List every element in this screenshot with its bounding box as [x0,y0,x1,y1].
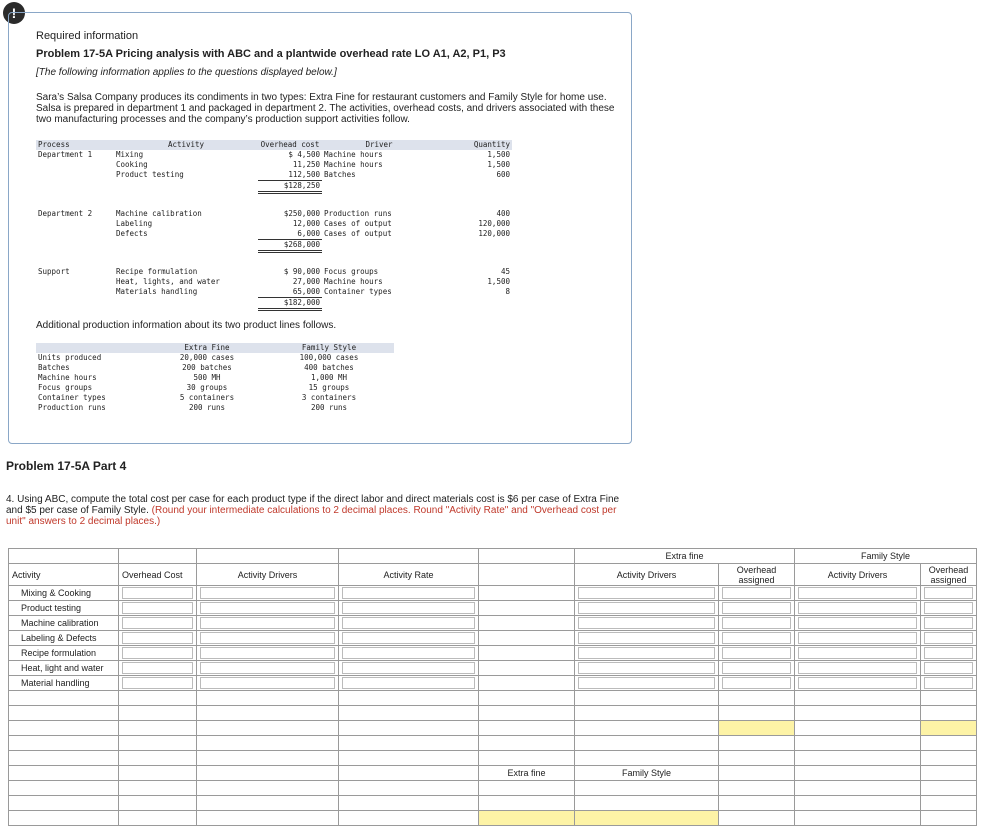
extra-driver-input[interactable] [575,646,719,661]
cost-per-case-extra-input[interactable] [479,811,575,826]
cost-cell: $250,000 [283,208,320,218]
col-activity: Activity [9,564,119,586]
answer-row [9,586,977,601]
extra-driver-input[interactable] [575,616,719,631]
part-title: Problem 17-5A Part 4 [6,459,127,473]
activity-cell: Machine calibration [116,208,202,218]
col-overhead-cost: Overhead cost [258,140,322,150]
col-quantity: Quantity [436,140,512,150]
col-activity-rate: Activity Rate [339,564,479,586]
intro-paragraph: Sara’s Salsa Company produces its condiments in two types: Extra Fine for restaurant customers and Family Style for home use. Salsa is prepared in department 1 and packaged in department 2. The activities, overhead costs, and drivers associated with these two manufacturing processes and the company’s production support activities follow. [36,92,615,125]
activity-driver-input[interactable] [197,601,339,616]
table-row [36,383,394,393]
quantity-cell: 1,500 [487,160,510,169]
process-cell: Department 2 [38,208,93,218]
family-driver-input[interactable] [795,616,921,631]
rounding-instruction: (Round your intermediate calculations to 2 decimal places. Round "Activity Rate" and "Overhead cost per unit" answers to 2 decimal places.) [6,505,617,527]
answer-extra-row [9,706,977,721]
extra-driver-input[interactable] [575,586,719,601]
extra-overhead-input[interactable] [719,616,795,631]
total-row [36,181,512,193]
family-driver-input[interactable] [795,661,921,676]
total-cell: $268,000 [258,239,322,251]
quantity-cell: 45 [500,267,510,276]
activity-rate-input[interactable] [339,676,479,691]
answer-row [9,661,977,676]
cost-cell: 12,000 [292,218,320,228]
table-row [36,363,394,373]
product-info-table [36,343,394,413]
cost-cell: 11,250 [292,160,320,169]
activity-rate-input[interactable] [339,661,479,676]
answer-row [9,616,977,631]
family-overhead-input-field[interactable] [924,662,973,674]
cost-cell: 27,000 [292,277,320,286]
extra-cell: 5 containers [179,393,235,402]
answer-row-label: Mixing & Cooking [9,586,119,601]
activity-driver-input[interactable] [197,646,339,661]
overhead-cost-input[interactable] [119,646,197,661]
answer-table [8,548,977,826]
activity-driver-input-field[interactable] [200,617,335,629]
answer-row-label: Heat, light and water [9,661,119,676]
label-cell: Machine hours [38,373,97,382]
required-information-label: Required information [36,30,139,42]
overhead-cost-input-field[interactable] [122,662,193,674]
activity-driver-input[interactable] [197,661,339,676]
overhead-cost-input-field[interactable] [122,617,193,629]
family-cell: 1,000 MH [310,373,348,382]
activity-driver-input-field[interactable] [200,587,335,599]
family-driver-input-field[interactable] [798,647,917,659]
label-cell: Batches [38,363,70,372]
family-driver-input[interactable] [795,601,921,616]
answer-extra-row [9,736,977,751]
col-activity-drivers-family: Activity Drivers [795,564,921,586]
answer-extra-row [9,691,977,706]
col-family-style: Family Style [264,343,394,353]
family-driver-input[interactable] [795,646,921,661]
activity-driver-input[interactable] [197,676,339,691]
total-overhead-extra-input[interactable] [719,721,795,736]
answer-extra-row [9,781,977,796]
table-row [36,219,512,229]
overhead-cost-input-field[interactable] [122,602,193,614]
label-cell: Focus groups [38,383,93,392]
overhead-cost-input-field[interactable] [122,632,193,644]
col-extra-fine: Extra Fine [150,343,264,353]
extra-driver-input-field[interactable] [578,617,715,629]
answer-row-label: Material handling [9,676,119,691]
extra-driver-input[interactable] [575,601,719,616]
family-cell: 15 groups [308,383,350,392]
activity-driver-input-field[interactable] [200,647,335,659]
cost-cell: 65,000 [258,287,322,298]
col-overhead-cost: Overhead Cost [119,564,197,586]
family-overhead-input-field[interactable] [924,632,973,644]
overhead-cost-input[interactable] [119,586,197,601]
extra-cell: 200 batches [182,363,232,372]
quantity-cell: 1,500 [487,150,510,159]
answer-row-label: Recipe formulation [9,646,119,661]
activity-driver-input[interactable] [197,631,339,646]
answer-extra-row [9,751,977,766]
extra-driver-input-field[interactable] [578,647,715,659]
activity-driver-input-field[interactable] [200,632,335,644]
family-overhead-input[interactable] [921,631,977,646]
extra-overhead-input[interactable] [719,676,795,691]
activity-cost-table [36,140,512,311]
family-driver-input[interactable] [795,631,921,646]
extra-overhead-input-field[interactable] [722,587,791,599]
driver-cell: Machine hours [324,160,383,169]
extra-overhead-input[interactable] [719,601,795,616]
table-row [36,393,394,403]
overhead-cost-input[interactable] [119,601,197,616]
label-cell: Production runs [38,403,106,412]
activity-cell: Mixing [116,150,144,159]
overhead-cost-input[interactable] [119,631,197,646]
summary-extra-fine: Extra fine [479,766,575,781]
overhead-cost-input[interactable] [119,661,197,676]
table-row [36,267,512,277]
family-overhead-input[interactable] [921,676,977,691]
answer-extra-row [9,796,977,811]
extra-overhead-input[interactable] [719,661,795,676]
family-driver-input-field[interactable] [798,587,917,599]
group-family-style: Family Style [795,549,977,564]
activity-rate-input-field[interactable] [342,602,475,614]
cost-per-case-family-input[interactable] [575,811,719,826]
quantity-cell: 1,500 [487,277,510,286]
col-activity-drivers-extra: Activity Drivers [575,564,719,586]
extra-overhead-input-field[interactable] [722,647,791,659]
total-cell: $182,000 [258,298,322,310]
answer-row [9,601,977,616]
family-driver-input-field[interactable] [798,662,917,674]
family-overhead-input-field[interactable] [924,587,973,599]
activity-cell: Heat, lights, and water [116,277,220,286]
family-overhead-input[interactable] [921,616,977,631]
family-overhead-input[interactable] [921,601,977,616]
family-cell: 400 batches [304,363,354,372]
answer-row-label: Machine calibration [9,616,119,631]
process-cell: Support [38,267,70,276]
family-overhead-input-field[interactable] [924,647,973,659]
summary-family-style: Family Style [575,766,719,781]
activity-rate-input[interactable] [339,646,479,661]
answer-row [9,676,977,691]
answer-row-label: Labeling & Defects [9,631,119,646]
col-process: Process [36,140,114,150]
family-overhead-input[interactable] [921,646,977,661]
extra-driver-input-field[interactable] [578,602,715,614]
answer-row [9,631,977,646]
activity-rate-input-field[interactable] [342,617,475,629]
extra-driver-input-field[interactable] [578,587,715,599]
family-overhead-input-field[interactable] [924,617,973,629]
family-overhead-input[interactable] [921,661,977,676]
answer-row-label: Product testing [9,601,119,616]
overhead-cost-input-field[interactable] [122,677,193,689]
activity-driver-input-field[interactable] [200,662,335,674]
quantity-cell: 120,000 [478,228,510,238]
extra-overhead-input-field[interactable] [722,602,791,614]
group-extra-fine: Extra fine [575,549,795,564]
activity-rate-input-field[interactable] [342,662,475,674]
family-driver-input-field[interactable] [798,677,917,689]
total-row [36,239,512,251]
col-activity: Activity [114,140,258,150]
cost-cell: $ 90,000 [283,267,320,276]
driver-cell: Cases of output [324,228,392,238]
activity-cell: Defects [116,228,148,238]
table-row [36,150,512,160]
driver-cell: Machine hours [324,277,383,286]
extra-cell: 500 MH [193,373,221,382]
family-driver-input-field[interactable] [798,602,917,614]
extra-overhead-input[interactable] [719,586,795,601]
extra-driver-input[interactable] [575,676,719,691]
activity-rate-input[interactable] [339,601,479,616]
family-cell: 200 runs [310,403,348,412]
answer-group-header [9,549,977,564]
total-cell: $128,250 [258,181,322,193]
extra-driver-input[interactable] [575,631,719,646]
activity-cell: Recipe formulation [116,267,198,276]
question-body: 4. Using ABC, compute the total cost per case for each product type if the direct labor and direct materials cost is $6 per case of Extra Fine and $5 per case of Family Style. [6,494,620,516]
family-driver-input[interactable] [795,676,921,691]
extra-cell: 200 runs [188,403,226,412]
activity-rate-input[interactable] [339,631,479,646]
overhead-cost-input-field[interactable] [122,587,193,599]
family-driver-input-field[interactable] [798,617,917,629]
answer-total-row [9,721,977,736]
activity-cell: Cooking [116,160,148,169]
extra-driver-input[interactable] [575,661,719,676]
col-overhead-assigned-family: Overhead assigned [921,564,977,586]
activity-cell: Materials handling [116,287,198,296]
answer-row [9,646,977,661]
quantity-cell: 600 [496,170,510,179]
table-row [36,403,394,413]
family-cell: 3 containers [301,393,357,402]
cost-cell: 6,000 [258,229,322,240]
driver-cell: Production runs [324,208,392,218]
answer-column-header [9,564,977,586]
table-row [36,229,512,240]
extra-driver-input-field[interactable] [578,662,715,674]
activity-rate-input[interactable] [339,586,479,601]
quantity-cell: 120,000 [478,218,510,228]
activity-driver-input-field[interactable] [200,602,335,614]
activity-driver-input-field[interactable] [200,677,335,689]
family-driver-input[interactable] [795,586,921,601]
activity-driver-input[interactable] [197,616,339,631]
col-driver: Driver [322,140,436,150]
overhead-cost-input[interactable] [119,616,197,631]
col-activity-drivers: Activity Drivers [197,564,339,586]
table-row [36,277,512,287]
activity-rate-input-field[interactable] [342,647,475,659]
process-cell: Department 1 [38,150,93,159]
problem-title: Problem 17-5A Pricing analysis with ABC and a plantwide overhead rate LO A1, A2, P1, P3 [36,48,506,60]
summary-header-row [9,766,977,781]
activity-rate-input-field[interactable] [342,587,475,599]
driver-cell: Focus groups [324,267,379,276]
activity-cell: Product testing [116,170,184,179]
family-overhead-input[interactable] [921,586,977,601]
table-row [36,287,512,298]
table-row [36,373,394,383]
driver-cell: Cases of output [324,218,392,228]
driver-cell: Machine hours [324,150,383,159]
family-overhead-input-field[interactable] [924,602,973,614]
total-row [36,298,512,310]
family-cell: 100,000 cases [299,353,359,362]
table-row [36,160,512,170]
extra-driver-input-field[interactable] [578,632,715,644]
extra-overhead-input-field[interactable] [722,677,791,689]
question-text [6,494,636,527]
family-overhead-input-field[interactable] [924,677,973,689]
table-row [36,170,512,181]
table-row [36,209,512,219]
alert-icon: ! [3,2,25,24]
extra-overhead-input-field[interactable] [722,617,791,629]
activity-driver-input[interactable] [197,586,339,601]
extra-overhead-input-field[interactable] [722,632,791,644]
extra-overhead-input[interactable] [719,631,795,646]
label-cell: Container types [38,393,106,402]
cost-cell: 112,500 [258,170,322,181]
table-row [36,353,394,363]
quantity-cell: 8 [505,287,510,296]
driver-cell: Container types [324,287,392,296]
activity-rate-input[interactable] [339,616,479,631]
quantity-cell: 400 [496,208,510,218]
driver-cell: Batches [324,170,356,179]
cost-cell: $ 4,500 [288,150,320,159]
activity-rate-input-field[interactable] [342,677,475,689]
extra-driver-input-field[interactable] [578,677,715,689]
label-cell: Units produced [38,353,102,362]
extra-cell: 30 groups [186,383,228,392]
activity-rate-input-field[interactable] [342,632,475,644]
summary-total-row [9,811,977,826]
col-overhead-assigned-extra: Overhead assigned [719,564,795,586]
additional-info-text: Additional production information about its two product lines follows. [36,320,337,331]
overhead-cost-input[interactable] [119,676,197,691]
extra-overhead-input-field[interactable] [722,662,791,674]
activity-cell: Labeling [116,218,153,228]
extra-cell: 20,000 cases [179,353,235,362]
extra-overhead-input[interactable] [719,646,795,661]
applies-note: [The following information applies to the questions displayed below.] [36,67,337,78]
overhead-cost-input-field[interactable] [122,647,193,659]
total-overhead-family-input[interactable] [921,721,977,736]
family-driver-input-field[interactable] [798,632,917,644]
